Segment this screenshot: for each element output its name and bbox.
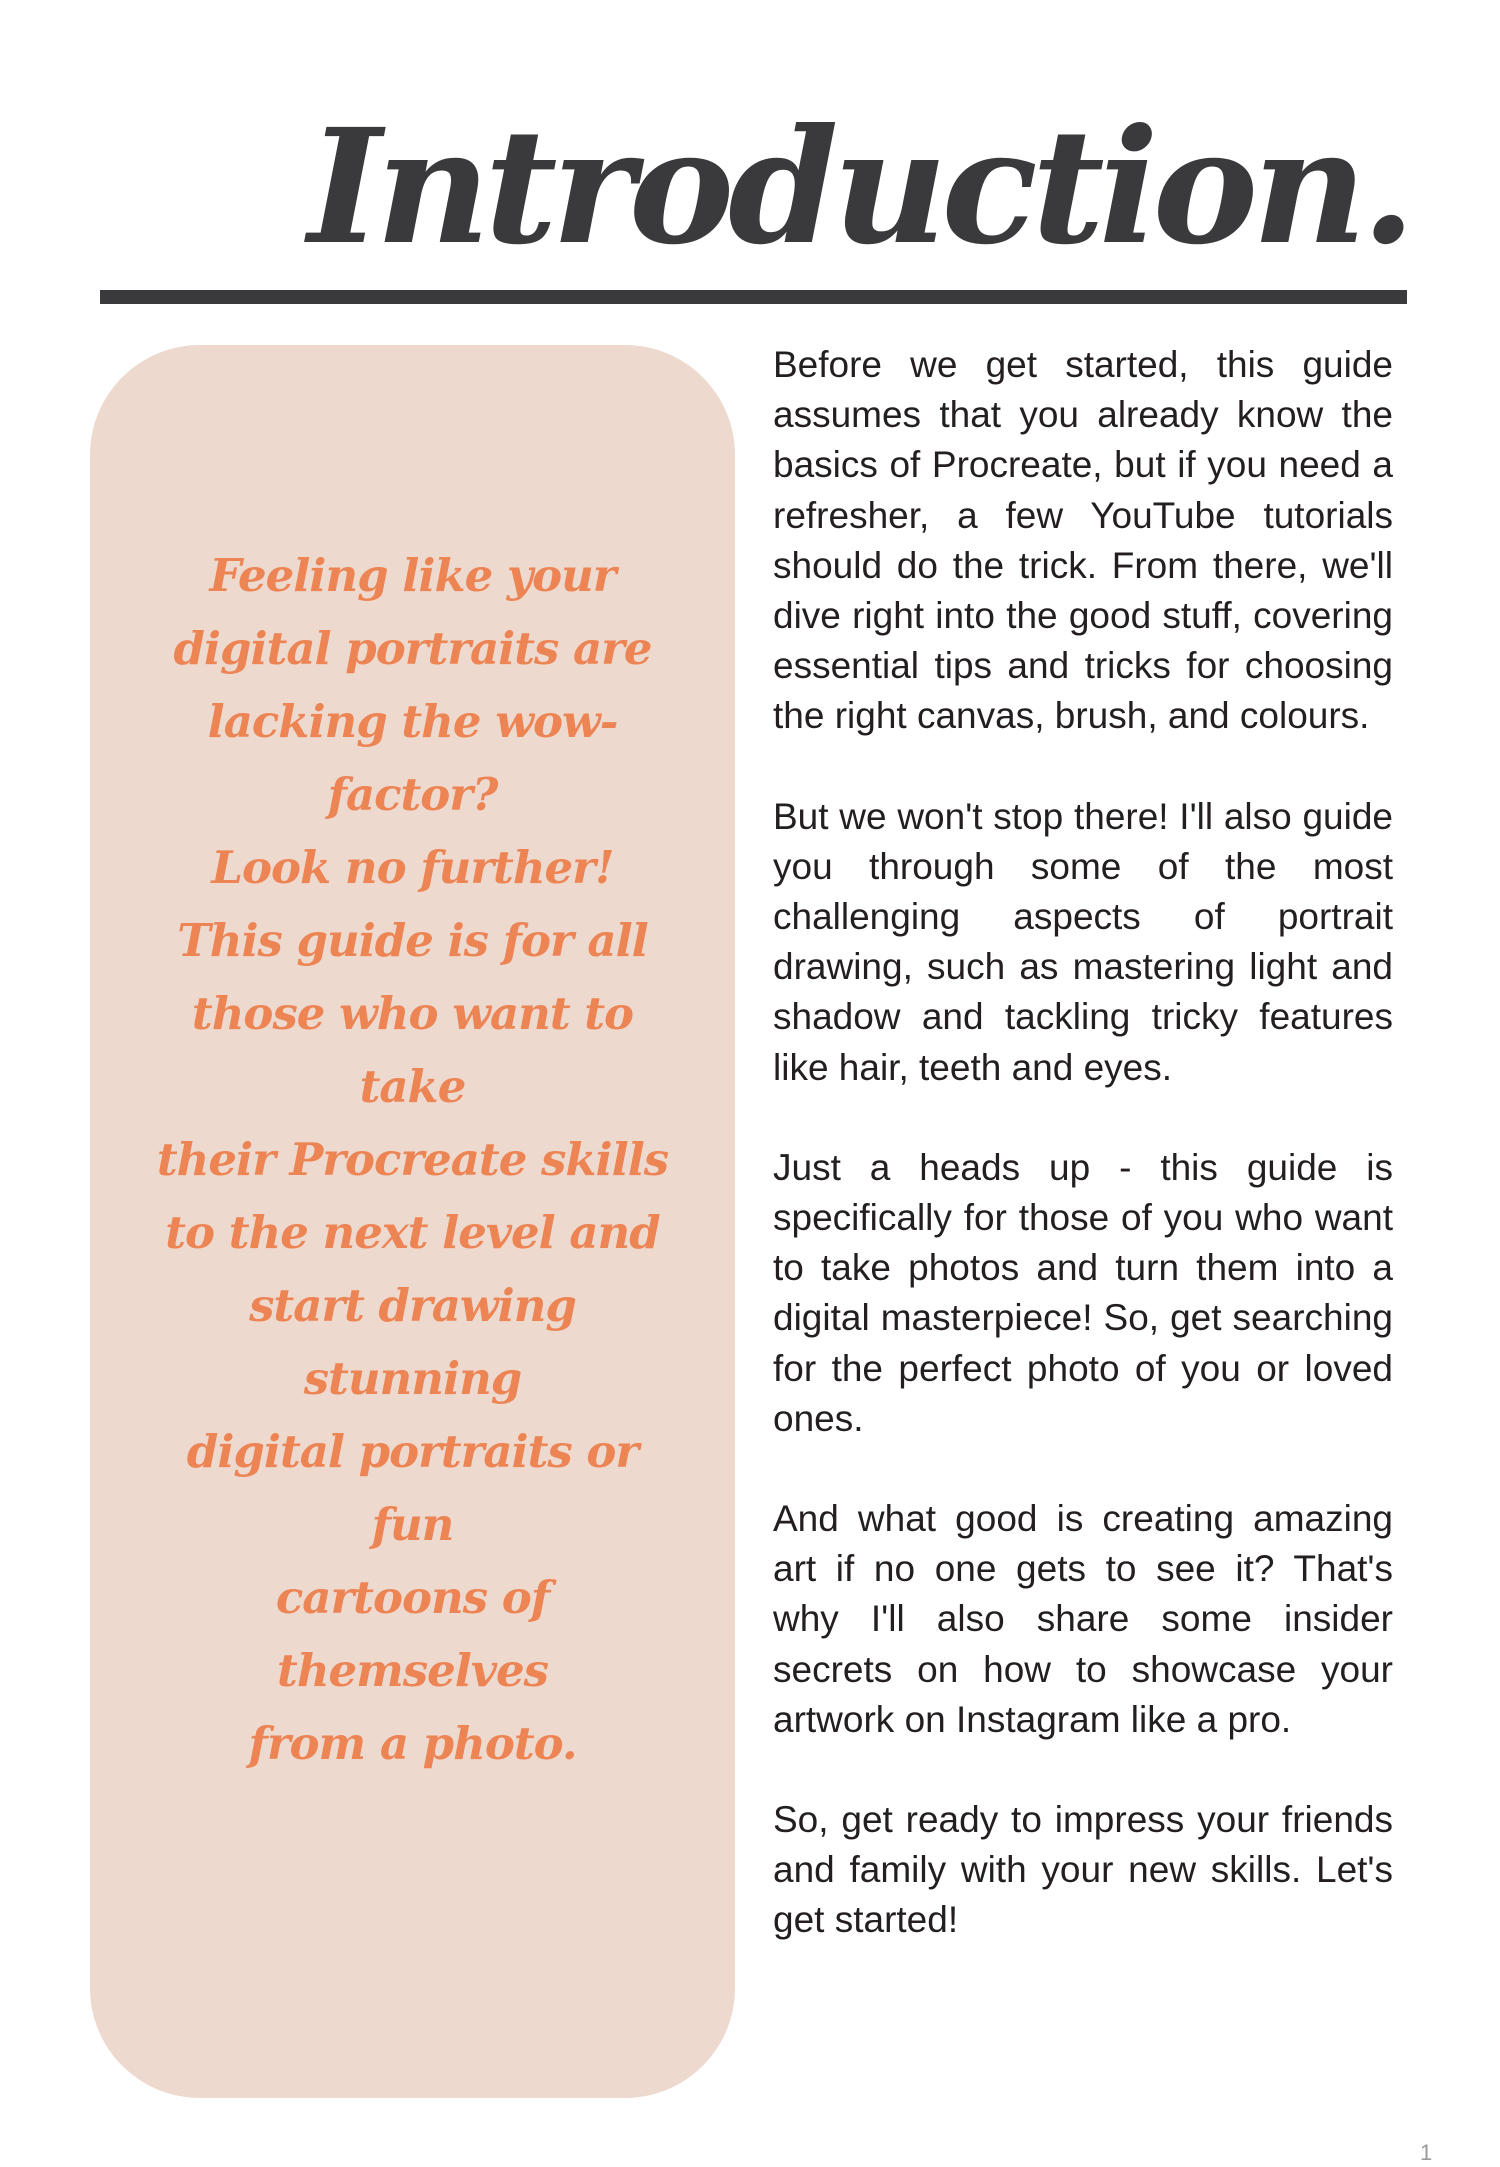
callout-line: to the next level and <box>165 1205 660 1259</box>
callout-line: This guide is for all <box>177 913 648 967</box>
callout-line: lacking the wow- <box>207 694 618 748</box>
body-paragraph: Before we get started, this guide assumes that you already know the basics of Procreate, but if you need a refresher, a few YouTube tutorials should do the trick. From there, we'll dive right into the good stuff, covering essential tips and tricks for choosing the right canvas, brush, and colours. <box>773 344 1393 737</box>
callout-line: digital portraits or fun <box>186 1424 639 1551</box>
page-title: Introduction. <box>307 95 1410 280</box>
callout-line: cartoons of themselves <box>275 1570 550 1697</box>
body-paragraph: And what good is creating amazing art if no one gets to see it? That's why I'll also share some insider secrets on how to showcase your artwork on Instagram like a pro. <box>773 1498 1393 1740</box>
body-paragraph: But we won't stop there! I'll also guide you through some of the most challenging aspects of portrait drawing, such as mastering light and shadow and tackling tricky features like hair, teeth and eyes. <box>773 795 1393 1088</box>
callout-line: start drawing stunning <box>249 1278 576 1405</box>
callout-line: Feeling like your <box>209 548 616 602</box>
body-paragraph: Just a heads up - this guide is specifically for those of you who want to take photos and turn them into a digital masterpiece! So, get searching for the perfect photo of you or loved ones. <box>773 1146 1393 1439</box>
body-paragraph: So, get ready to impress your friends and family with your new skills. Let's get started! <box>773 1799 1393 1941</box>
callout-line: their Procreate skills <box>156 1132 669 1186</box>
callout-text <box>143 539 683 1780</box>
callout-line: digital portraits are <box>173 621 652 675</box>
title-divider <box>100 290 1407 304</box>
callout-line: Look no further! <box>211 840 614 894</box>
callout-line: from a photo. <box>248 1716 577 1770</box>
callout-panel <box>90 345 735 2098</box>
callout-line: factor? <box>327 767 498 821</box>
callout-line: those who want to take <box>191 986 634 1113</box>
body-text-column <box>773 340 1393 1996</box>
page-number: 1 <box>1420 2140 1433 2165</box>
